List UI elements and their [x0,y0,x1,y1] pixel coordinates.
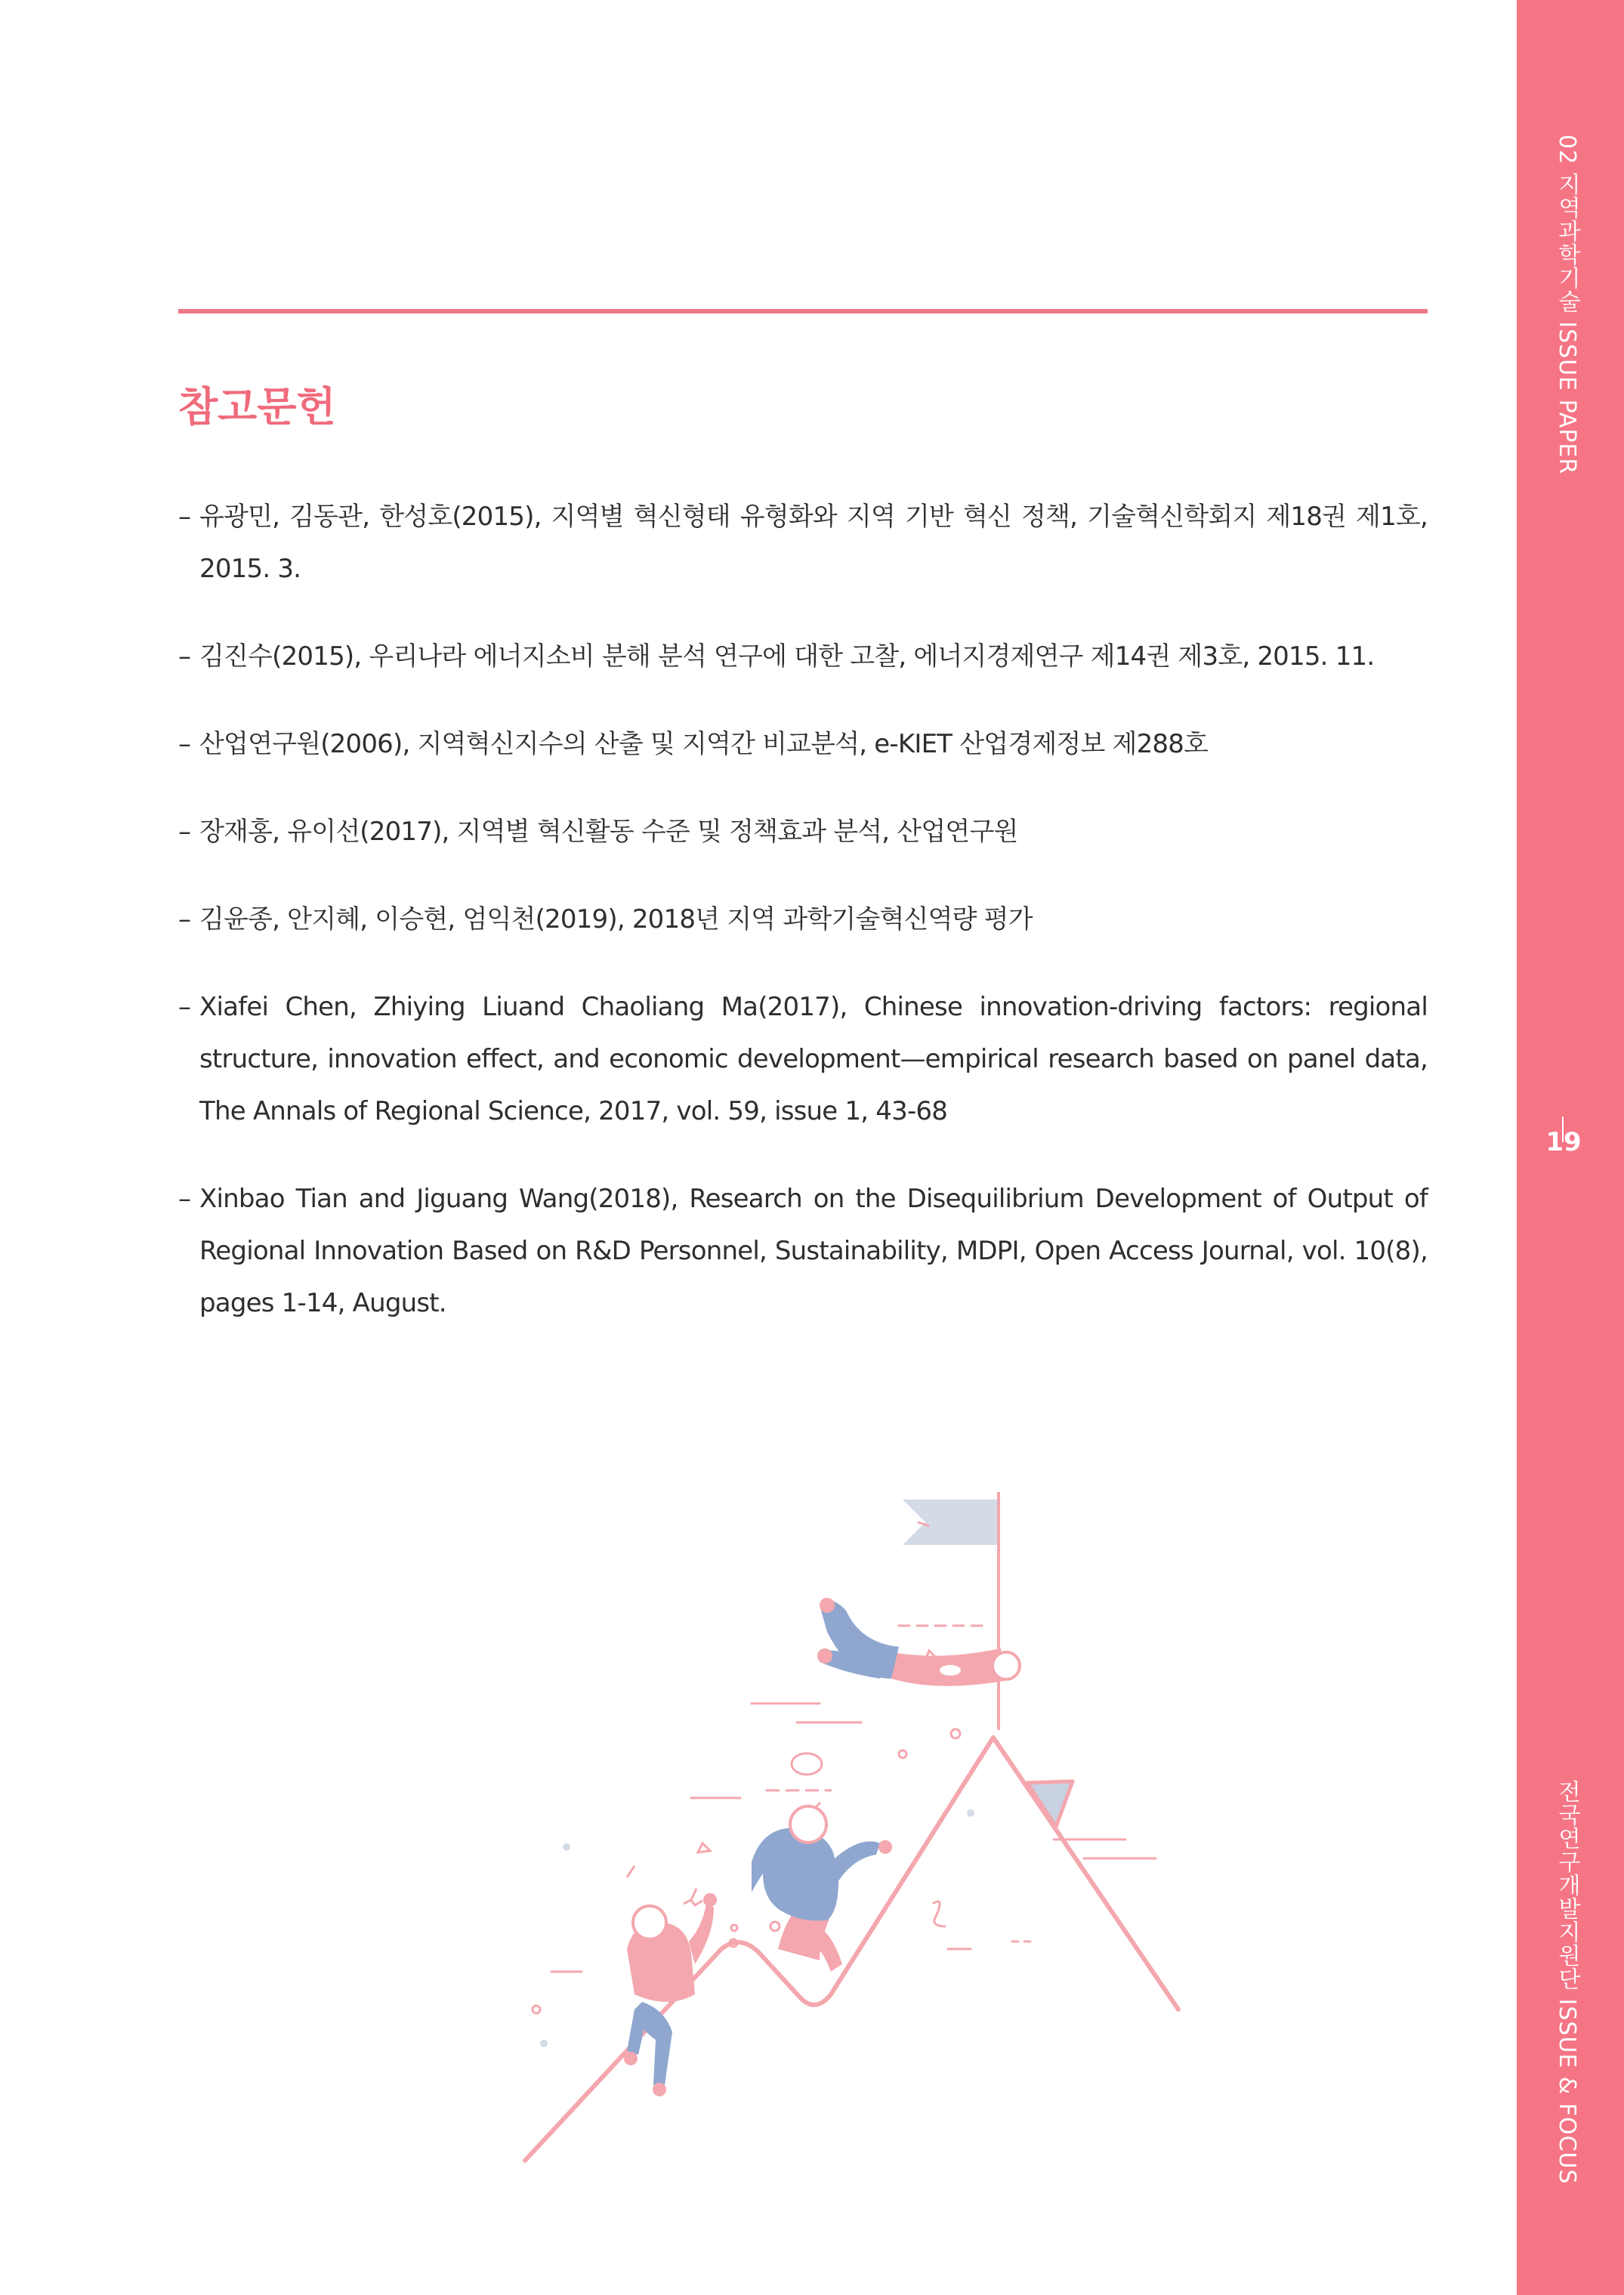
list-dash: – [178,729,191,759]
list-dash: – [178,904,191,934]
middle-climber [752,1806,892,1972]
reference-item [178,1173,1428,1330]
reference-text: 김진수(2015), 우리나라 에너지소비 분해 분석 연구에 대한 고찰, 에너지경제연구 제14권 제3호, 2015. 11. [199,641,1375,672]
list-dash: – [178,817,191,847]
flag-icon [903,1500,997,1545]
list-dash: – [178,502,191,532]
list-dash: – [178,992,191,1022]
list-dash: – [178,1184,191,1214]
mountain-path [525,1737,1178,2161]
section-divider [178,309,1428,314]
page-title: 참고문헌 [178,383,336,431]
triangle-icon [1027,1781,1073,1827]
reference-item [178,491,1428,595]
running-header-label: 02 지역과학기술 ISSUE PAPER [1554,134,1580,475]
reference-item [178,718,1428,771]
running-footer-label: 전국연구개발지원단 ISSUE & FOCUS [1554,1780,1580,2185]
decorative-dots [540,1809,974,2047]
reference-text: Xiafei Chen, Zhiying Liuand Chaoliang Ma(2017), Chinese innovation-driving factors: regional structure, innovation effect, and economic development—empirical research based on panel data, The Annals of Regional Science, 2017, vol. 59, issue 1, 43-68 [199,992,1428,1126]
reference-item [178,894,1428,946]
reference-text: 유광민, 김동관, 한성호(2015), 지역별 혁신형태 유형화와 지역 기반 혁신 정책, 기술혁신학회지 제18권 제1호, 2015. 3. [199,502,1428,584]
bottom-climber [624,1893,717,2096]
list-dash: – [178,641,191,672]
decorative-shapes [533,1522,960,2013]
reference-text: 장재홍, 유이선(2017), 지역별 혁신활동 수준 및 정책효과 분석, 산업연구원 [199,817,1018,847]
page-number: 19 [1545,1127,1582,1157]
reference-text: Xinbao Tian and Jiguang Wang(2018), Research on the Disequilibrium Development of Output of Regional Innovation Based on R&D Personnel, Sustainability, MDPI, Open Access Journal, vol. 10(8), pages 1-14, August. [199,1184,1428,1318]
reference-text: 김윤종, 안지혜, 이승현, 엄익천(2019), 2018년 지역 과학기술혁신역량 평가 [199,904,1033,934]
reference-list [178,491,1428,1365]
reference-item [178,806,1428,858]
reference-item [178,981,1428,1138]
flying-person [817,1598,1020,1686]
reference-text: 산업연구원(2006), 지역혁신지수의 산출 및 지역간 비교분석, e-KIET 산업경제정보 제288호 [199,729,1209,759]
mountain-climbers-illustration [408,1481,1216,2176]
reference-item [178,631,1428,683]
